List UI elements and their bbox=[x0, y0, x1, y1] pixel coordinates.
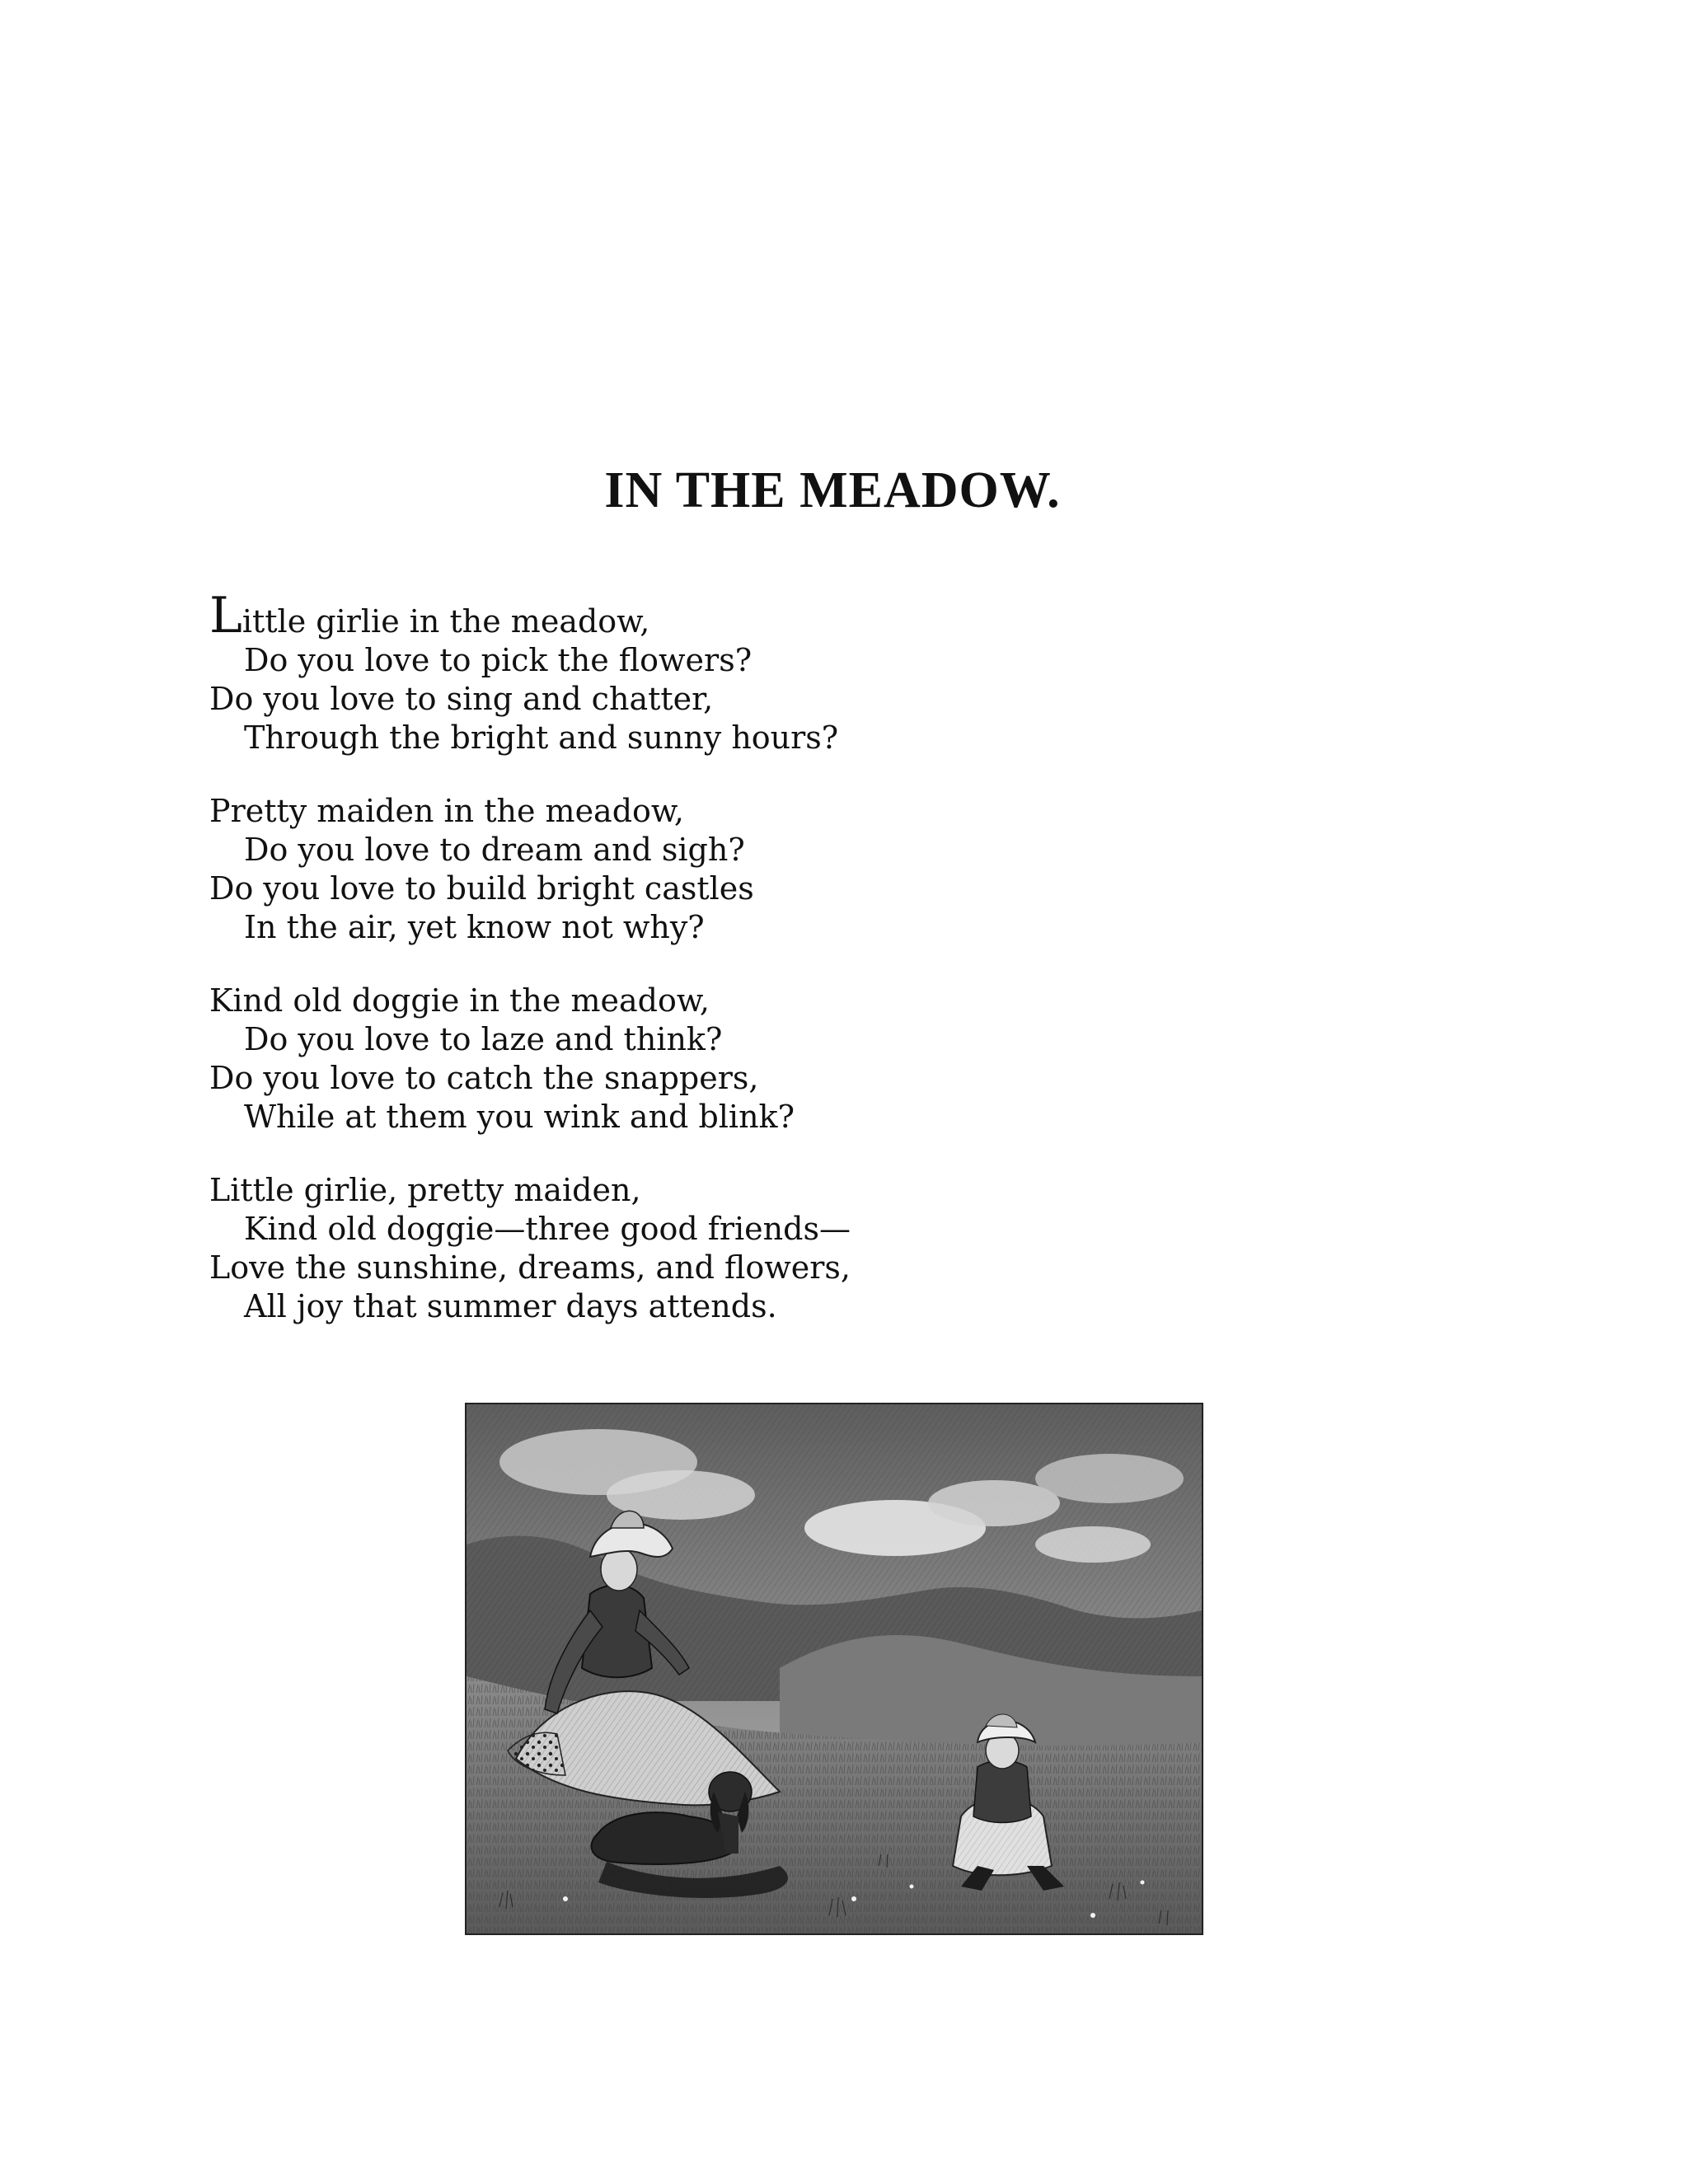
poem-line: While at them you wink and blink? bbox=[244, 1099, 795, 1135]
poem-line: Kind old doggie—three good friends— bbox=[244, 1211, 851, 1247]
poem-line: Little girlie, pretty maiden, bbox=[209, 1172, 641, 1208]
poem-line: Do you love to catch the snappers, bbox=[209, 1060, 759, 1096]
page-title: IN THE MEADOW. bbox=[604, 462, 1061, 518]
poem-line-text: ittle girlie in the meadow, bbox=[241, 603, 650, 640]
poem-line: Through the bright and sunny hours? bbox=[244, 719, 839, 756]
poem-line: Do you love to dream and sigh? bbox=[244, 832, 745, 868]
poem-line: Do you love to sing and chatter, bbox=[209, 681, 714, 717]
poem-line bbox=[209, 587, 1198, 644]
poem-line: Love the sunshine, dreams, and flowers, bbox=[209, 1249, 851, 1286]
drop-cap: L bbox=[209, 587, 242, 644]
meadow-engraving bbox=[467, 1404, 1202, 1933]
meadow-illustration bbox=[465, 1403, 1203, 1935]
stanza-3 bbox=[209, 982, 1198, 1137]
stanza-2 bbox=[209, 792, 1198, 947]
poem-line: Do you love to build bright castles bbox=[209, 870, 754, 907]
poem-line: Kind old doggie in the meadow, bbox=[209, 982, 710, 1019]
stanza-1 bbox=[209, 587, 1198, 757]
poem-line: Do you love to pick the flowers? bbox=[244, 642, 753, 678]
poem-line: All joy that summer days attends. bbox=[244, 1288, 777, 1324]
stanza-4 bbox=[209, 1171, 1198, 1326]
poem bbox=[209, 587, 1198, 1361]
poem-line: In the air, yet know not why? bbox=[244, 909, 705, 945]
poem-line: Pretty maiden in the meadow, bbox=[209, 793, 685, 829]
poem-line: Do you love to laze and think? bbox=[244, 1021, 723, 1057]
